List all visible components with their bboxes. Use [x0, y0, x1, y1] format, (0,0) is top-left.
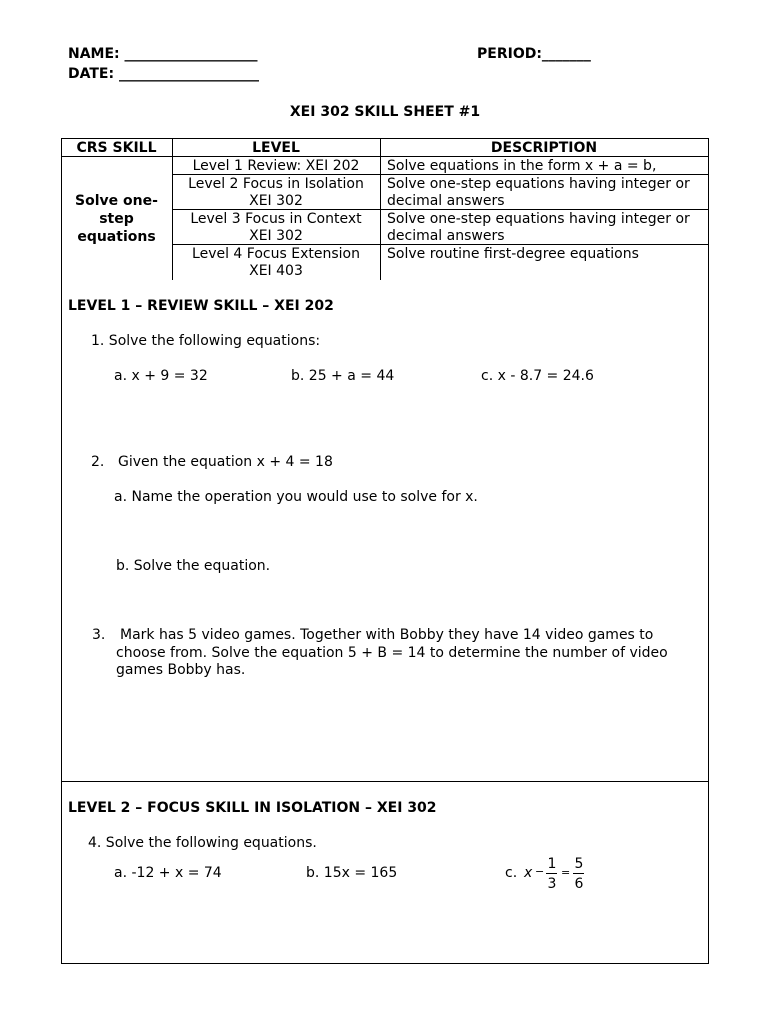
skill-name-line: Solve one-: [75, 193, 158, 209]
question-4a: a. -12 + x = 74: [114, 865, 222, 881]
question-3-line: games Bobby has.: [116, 662, 246, 678]
description-cell: Solve one-step equations having integer or: [387, 176, 690, 192]
question-3-line: choose from. Solve the equation 5 + B = 14 to determine the number of video: [116, 645, 668, 661]
level-cell: Level 2 Focus in Isolation: [188, 176, 364, 192]
question-4c-equals: =: [561, 866, 571, 879]
level-cell: Level 4 Focus Extension: [192, 246, 360, 262]
question-2b: b. Solve the equation.: [116, 558, 271, 574]
level1-heading: LEVEL 1 – REVIEW SKILL – XEI 202: [68, 298, 334, 314]
question-2: Given the equation x + 4 = 18: [118, 454, 333, 470]
col-header-description: DESCRIPTION: [490, 140, 598, 156]
description-cell: Solve routine first-degree equations: [387, 246, 639, 262]
question-2a: a. Name the operation you would use to solve for x.: [114, 489, 478, 505]
page-title: XEI 302 SKILL SHEET #1: [289, 104, 481, 120]
fraction-2-denominator: 6: [574, 876, 584, 892]
question-2-number: 2.: [91, 454, 105, 470]
box-border-bottom: [61, 963, 709, 964]
fraction-1-numerator: 1: [547, 856, 557, 872]
date-field-label: DATE: ____________________: [68, 66, 259, 82]
question-4c-minus: −: [535, 865, 545, 878]
question-4b: b. 15x = 165: [306, 865, 398, 881]
level2-heading: LEVEL 2 – FOCUS SKILL IN ISOLATION – XEI 302: [68, 800, 437, 816]
level-cell-code: XEI 302: [249, 193, 303, 209]
skill-name-line: step: [99, 211, 134, 227]
level-cell: Level 1 Review: XEI 202: [192, 158, 360, 174]
section-divider: [61, 781, 709, 782]
question-4c-variable: x: [524, 865, 533, 881]
question-1b: b. 25 + a = 44: [291, 368, 395, 384]
fraction-1-bar: [546, 873, 557, 874]
description-cell-cont: decimal answers: [387, 193, 505, 209]
col-header-level: LEVEL: [252, 140, 300, 156]
description-cell-cont: decimal answers: [387, 228, 505, 244]
fraction-2-numerator: 5: [574, 856, 584, 872]
question-3-number: 3.: [92, 627, 106, 643]
fraction-1-denominator: 3: [547, 876, 557, 892]
box-border-left: [61, 280, 62, 964]
question-3-line: Mark has 5 video games. Together with Bobby they have 14 video games to: [120, 627, 654, 643]
question-1c: c. x - 8.7 = 24.6: [481, 368, 594, 384]
question-4c-label: c.: [505, 865, 518, 881]
fraction-2-bar: [573, 873, 584, 874]
question-4: 4. Solve the following equations.: [88, 835, 317, 851]
description-cell: Solve one-step equations having integer or: [387, 211, 690, 227]
level-cell-code: XEI 403: [249, 263, 303, 279]
box-border-right: [708, 280, 709, 964]
period-field-label: PERIOD:_______: [477, 46, 591, 62]
question-1: 1. Solve the following equations:: [91, 333, 321, 349]
col-header-crs-skill: CRS SKILL: [76, 140, 157, 156]
level-cell-code: XEI 302: [249, 228, 303, 244]
question-1a: a. x + 9 = 32: [114, 368, 208, 384]
description-cell: Solve equations in the form x + a = b,: [387, 158, 657, 174]
name-field-label: NAME: ___________________: [68, 46, 258, 62]
skill-name-line: equations: [77, 229, 156, 245]
level-cell: Level 3 Focus in Context: [190, 211, 362, 227]
